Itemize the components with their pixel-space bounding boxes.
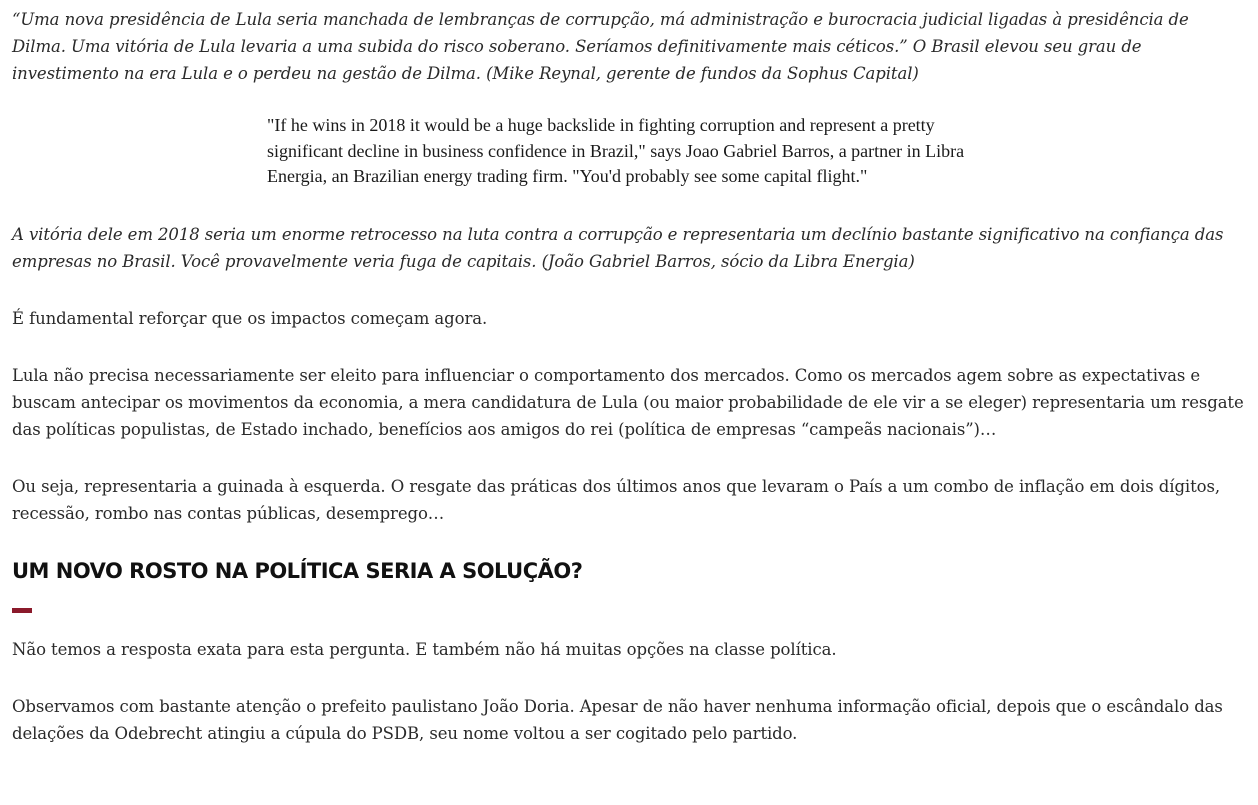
paragraph-markets: Lula não precisa necessariamente ser eleito para influenciar o comportamento dos mercados. Como os mercados agem sobre as expectativas e buscam antecipar os movimentos da economia, a mera candidatura de Lula (ou maior probabilidade de ele vir a se eleger) representaria um resgate das políticas populistas, de Estado inchado, benefícios aos amigos do rei (política de empresas “campeãs nacionais”)…: [12, 365, 1244, 439]
paragraph-impacts: É fundamental reforçar que os impactos começam agora.: [12, 308, 488, 328]
english-quote-excerpt: "If he wins in 2018 it would be a huge backslide in fighting corruption and represent a pretty significant decline in business confidence in Brazil," says Joao Gabriel Barros, a partner in Libra Energia, an Brazilian energy trading firm. "You'd probably see some capital flight.": [267, 115, 965, 186]
paragraph-left-turn: Ou seja, representaria a guinada à esquerda. O resgate das práticas dos últimos anos que levaram o País a um combo de inflação em dois dígitos, recessão, rombo nas contas públicas, desemprego…: [12, 476, 1220, 523]
paragraph-no-answer: Não temos a resposta exata para esta pergunta. E também não há muitas opções na classe política.: [12, 639, 837, 659]
paragraph-doria: Observamos com bastante atenção o prefeito paulistano João Doria. Apesar de não haver nenhuma informação oficial, depois que o escândalo das delações da Odebrecht atingiu a cúpula do PSDB, seu nome voltou a ser cogitado pelo partido.: [12, 696, 1223, 743]
heading-accent-bar: [12, 608, 32, 613]
quote-translation-reynal: “Uma nova presidência de Lula seria manchada de lembranças de corrupção, má administração e burocracia judicial ligadas à presidência de Dilma. Uma vitória de Lula levaria a uma subida do risco soberano. Seríamos definitivamente mais céticos.” O Brasil elevou seu grau de investimento na era Lula e o perdeu na gestão de Dilma. (Mike Reynal, gerente de fundos da Sophus Capital): [12, 10, 1189, 83]
section-heading: UM NOVO ROSTO NA POLÍTICA SERIA A SOLUÇÃO?: [12, 558, 583, 583]
quote-translation-barros: A vitória dele em 2018 seria um enorme retrocesso na luta contra a corrupção e representaria um declínio bastante significativo na confiança das empresas no Brasil. Você provavelmente veria fuga de capitais. (João Gabriel Barros, sócio da Libra Energia): [12, 224, 1224, 271]
